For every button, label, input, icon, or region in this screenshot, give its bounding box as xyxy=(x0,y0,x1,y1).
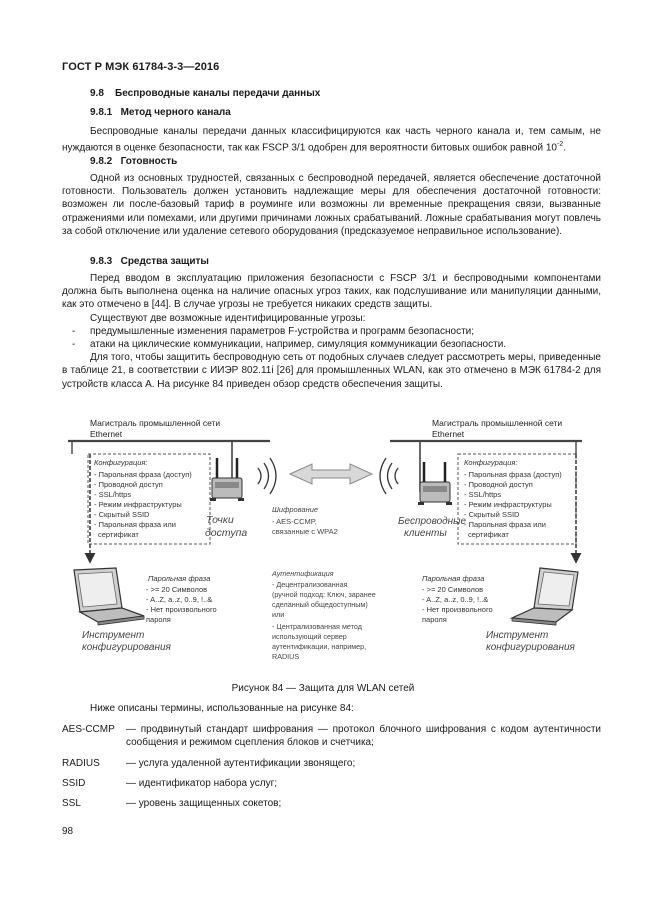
authentication-title: Аутентификация xyxy=(272,569,334,578)
term-row xyxy=(62,797,602,811)
config-item: - Проводной доступ xyxy=(464,480,533,489)
section-title: Готовность xyxy=(120,156,178,167)
paragraph-measures: Для того, чтобы защитить беспроводную сеть от подобных случаев следует рассмотреть меры, приведенные в таблице 21, в соответствии с ИИЭР 802.11i [26] для промышленных WLAN, как это отмечено в МЭК 61784-2 для устройств класса А. На рисунке 84 приведен обзор средств обеспечения защиты. xyxy=(62,352,601,390)
config-item: - Парольная фраза (доступ) xyxy=(464,470,562,479)
left-passphrase-block xyxy=(146,574,217,624)
exponent: -2 xyxy=(556,141,564,149)
config-tool-label-2: конфигурирования xyxy=(82,642,171,653)
authentication-item: или xyxy=(272,610,285,619)
config-item: - Парольная фраза (доступ) xyxy=(94,470,192,479)
right-backbone xyxy=(390,418,582,441)
config-item: - Режим инфраструктуры xyxy=(94,500,182,509)
config-item: сертификат xyxy=(98,530,139,539)
left-backbone-label-1: Магистраль промышленной сети xyxy=(90,418,221,428)
passphrase-item: - A..Z, a..z, 0..9, !..& xyxy=(146,595,213,604)
section-number: 9.8.3 xyxy=(90,256,113,267)
list-item-threat xyxy=(62,325,601,338)
paragraph-black-channel xyxy=(62,125,601,155)
passphrase-item: - Нет произвольного xyxy=(422,605,493,614)
authentication-item: (ручной подход: Ключ, заранее xyxy=(272,590,376,599)
paragraph-end: . xyxy=(563,142,566,154)
section-heading-9-8 xyxy=(90,88,320,99)
authentication-item: использующий сервер xyxy=(272,632,347,641)
term-row xyxy=(62,723,602,751)
encryption-item: - AES-CCMP, xyxy=(272,517,317,526)
list-dash: - xyxy=(72,325,76,337)
section-title: Средства защиты xyxy=(120,256,209,267)
config-item: сертификат xyxy=(468,530,509,539)
list-dash: - xyxy=(72,339,76,351)
passphrase-title: Парольная фраза xyxy=(422,574,485,583)
config-item: - Парольная фраза или xyxy=(94,520,176,529)
paragraph-threats-intro: Существуют две возможные идентифицированные угрозы: xyxy=(90,312,366,324)
wireless-client-icon xyxy=(418,462,452,505)
figure-caption: Рисунок 84 — Защита для WLAN сетей xyxy=(231,683,415,694)
wireless-client-label-2: клиенты xyxy=(404,528,447,539)
config-title: Конфигурация: xyxy=(94,458,148,467)
authentication-item: RADIUS xyxy=(272,652,300,661)
config-item: - SSL/https xyxy=(464,490,502,499)
right-backbone-label-1: Магистраль промышленной сети xyxy=(432,418,563,428)
config-item: - Проводной доступ xyxy=(94,480,163,489)
section-number: 9.8.2 xyxy=(90,156,113,167)
passphrase-item: - Нет произвольного xyxy=(146,605,217,614)
list-item-threat xyxy=(62,338,601,351)
authentication-item: аутентификации, например, xyxy=(272,642,367,651)
section-number: 9.8 xyxy=(90,88,104,99)
config-item: - Парольная фраза или xyxy=(464,520,546,529)
term-definition: — уровень защищенных сокетов; xyxy=(126,798,282,809)
wireless-link-arrow xyxy=(290,464,372,484)
encryption-title: Шифрование xyxy=(272,505,319,514)
term: SSID xyxy=(62,778,86,789)
authentication-block xyxy=(271,569,376,661)
encryption-block xyxy=(272,505,338,536)
term-row xyxy=(62,757,602,771)
section-heading-9-8-3 xyxy=(90,256,209,267)
authentication-item: - Централизованная метод xyxy=(272,622,362,631)
paragraph-assessment: Перед вводом в эксплуатацию приложения безопасности с FSCP 3/1 и беспроводными компонентами должна быть выполнена оценка на наличие опасных угроз таких, как подслушивание или манипуляции данными, как это отмечено в [44]. В случае угрозы не требуется никаких средств защиты. xyxy=(62,273,601,311)
authentication-item: сделанный общедоступным) xyxy=(272,600,368,609)
passphrase-item: - A..Z, a..z, 0..9, !..& xyxy=(422,595,489,604)
list-item-text: атаки на циклические коммуникации, например, симуляция коммуникации безопасности. xyxy=(90,339,507,351)
access-point-label-1: Точки xyxy=(206,514,234,526)
term: AES-CCMP xyxy=(62,724,115,735)
right-passphrase-block xyxy=(422,574,493,624)
left-backbone xyxy=(68,418,270,441)
config-tool-label-1: Инструмент xyxy=(82,630,145,641)
paragraph-text: Беспроводные каналы передачи данных классифицируются как часть черного канала и, тем самым, не нуждаются в оценке безопасности, так как FSCP 3/1 одобрен для вероятности битовых ошибок равной 10 xyxy=(62,126,601,154)
wireless-client-label-1: Беспроводные xyxy=(398,516,467,527)
section-title: Метод черного канала xyxy=(120,107,231,118)
config-tool-label-2: конфигурирования xyxy=(486,642,575,653)
access-point-label-2: доступа xyxy=(205,527,248,539)
term-definition: — услуга удаленной аутентификации звонящего; xyxy=(126,758,356,769)
left-backbone-label-2: Ethernet xyxy=(90,429,123,439)
section-title: Беспроводные каналы передачи данных xyxy=(115,88,321,99)
right-config-text xyxy=(464,458,562,539)
config-item: - Режим инфраструктуры xyxy=(464,500,552,509)
authentication-item: - Децентрализованная xyxy=(272,580,348,589)
config-item: - SSL/https xyxy=(94,490,132,499)
config-title: Конфигурация: xyxy=(464,458,518,467)
radio-waves-icon xyxy=(258,458,276,494)
term: RADIUS xyxy=(62,758,100,769)
access-point-icon xyxy=(210,458,244,501)
laptop-icon xyxy=(512,568,578,625)
section-body-9-8-3 xyxy=(62,272,601,391)
right-backbone-label-2: Ethernet xyxy=(432,429,465,439)
term: SSL xyxy=(62,798,81,809)
passphrase-item: пароля xyxy=(146,615,171,624)
laptop-icon xyxy=(74,568,144,625)
term-definition: — продвинутый стандарт шифрования — протокол блочного шифрования с кодом аутентичности сообщения и режимом сцепления блоков и счетчика; xyxy=(126,724,601,749)
page-number: 98 xyxy=(62,826,74,837)
section-heading-9-8-1 xyxy=(90,107,231,118)
paragraph-availability: Одной из основных трудностей, связанных с беспроводной передачей, является обеспечение достаточной готовности. Пользователь должен установить надлежащие меры для обеспечения достаточной готовности: возможен ли после-базовый тариф в роуминге или возможны ли временные прекращения связи, вызванные отражениями или помехами, или другими причинами ложных срабатываний. Ложные срабатывания могут повлечь за собой отключение или удаление сетевого оборудования (предсказуемое неправильное использование). xyxy=(62,173,601,237)
list-item-text: предумышленные изменения параметров F-устройства и программ безопасности; xyxy=(90,325,475,337)
term-definition: — идентификатор набора услуг; xyxy=(126,778,277,789)
term-row xyxy=(62,777,602,791)
section-heading-9-8-2 xyxy=(90,156,177,167)
encryption-item: связанные с WPA2 xyxy=(272,527,338,536)
passphrase-title: Парольная фраза xyxy=(148,574,211,583)
config-tool-label-1: Инструмент xyxy=(486,630,549,641)
config-item: - Скрытый SSID xyxy=(94,510,150,519)
config-item: - Скрытый SSID xyxy=(464,510,520,519)
passphrase-item: - >= 20 Символов xyxy=(422,585,484,594)
left-config-text xyxy=(94,458,192,539)
section-number: 9.8.1 xyxy=(90,107,113,118)
terms-intro: Ниже описаны термины, использованные на рисунке 84: xyxy=(90,703,354,714)
wlan-protection-diagram xyxy=(60,412,588,662)
passphrase-item: пароля xyxy=(422,615,447,624)
passphrase-item: - >= 20 Символов xyxy=(146,585,208,594)
document-header: ГОСТ Р МЭК 61784-3-3—2016 xyxy=(62,61,220,73)
radio-waves-icon xyxy=(380,458,398,494)
